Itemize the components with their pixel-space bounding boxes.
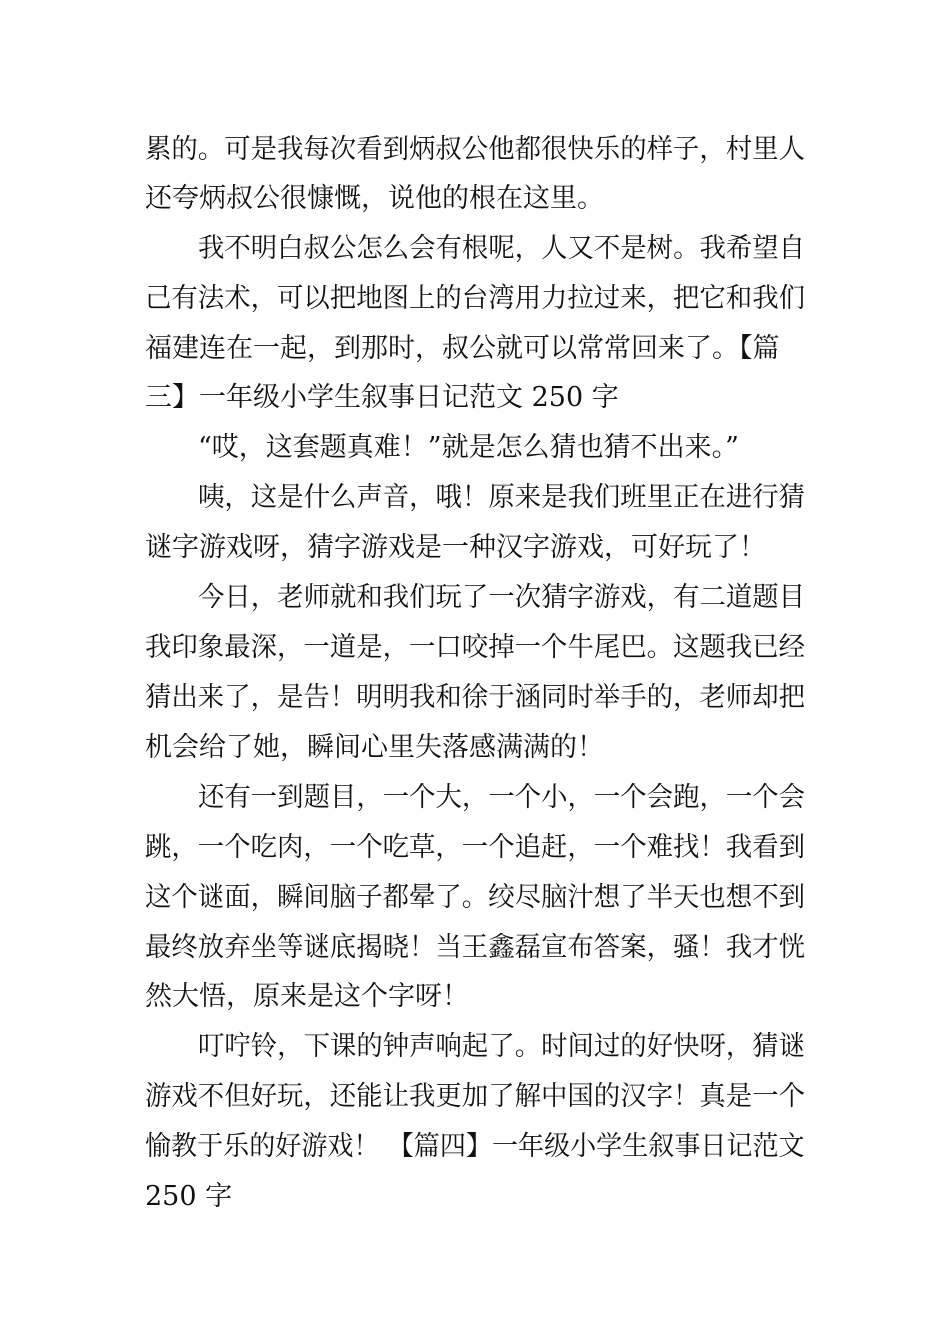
text-line: 我印象最深，一道是，一口咬掉一个牛尾巴。这题我已经 [145,632,806,663]
text-line: 这个谜面，瞬间脑子都晕了。绞尽脑汁想了半天也想不到 [145,882,806,913]
text-line: 累的。可是我每次看到炳叔公他都很快乐的样子，村里人 [145,134,806,165]
text-line: 猜出来了，是告！明明我和徐于涵同时举手的，老师却把 [145,682,806,713]
text-line: 我不明白叔公怎么会有根呢，人又不是树。我希望自 [198,233,806,264]
text-line: “哎，这套题真难！”就是怎么猜也猜不出来。” [198,432,739,463]
text-line: 还有一到题目，一个大，一个小，一个会跑，一个会 [198,782,806,813]
text-line: 跳，一个吃肉，一个吃草，一个追赶，一个难找！我看到 [145,832,806,863]
text-line: 福建连在一起，到那时，叔公就可以常常回来了。【篇 [145,333,780,364]
text-line: 机会给了她，瞬间心里失落感满满的！ [145,732,604,763]
text-line: 今日，老师就和我们玩了一次猜字游戏，有二道题目 [198,582,806,613]
text-line: 谜字游戏呀，猜字游戏是一种汉字游戏，可好玩了！ [145,532,766,563]
text-line: 咦，这是什么声音，哦！原来是我们班里正在进行猜 [198,482,806,513]
text-line: 最终放弃坐等谜底揭晓！当王鑫磊宣布答案，骚！我才恍 [145,932,806,963]
text-line: 己有法术，可以把地图上的台湾用力拉过来，把它和我们 [145,283,806,314]
text-line: 三】一年级小学生叙事日记范文 250 字 [145,382,619,413]
text-line: 愉教于乐的好游戏！ 【篇四】一年级小学生叙事日记范文 [145,1131,805,1162]
text-line: 游戏不但好玩，还能让我更加了解中国的汉字！真是一个 [145,1081,806,1112]
text-line: 叮咛铃，下课的钟声响起了。时间过的好快呀，猜谜 [198,1031,806,1062]
text-line: 还夸炳叔公很慷慨，说他的根在这里。 [145,183,604,214]
text-line: 然大悟，原来是这个字呀！ [145,981,469,1012]
text-line: 250 字 [145,1181,233,1212]
